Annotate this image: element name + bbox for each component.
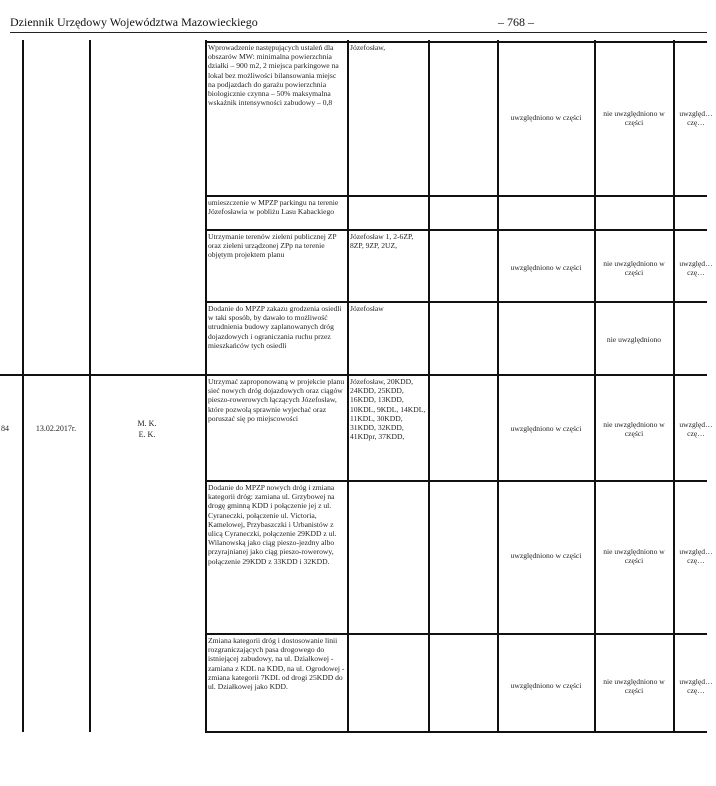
col-line-5 <box>428 40 430 732</box>
col-line-4 <box>347 40 349 732</box>
row-line-3 <box>205 301 707 303</box>
row-line-5 <box>205 480 707 482</box>
status-council: uwzględ… czę… <box>679 420 713 439</box>
record-line <box>0 374 707 376</box>
status-rejected: nie uwzględniono <box>606 335 662 344</box>
col-line-8 <box>673 40 675 732</box>
status-accepted: uwzględniono w części <box>510 551 582 560</box>
request-text: Zmiana kategorii dróg i dostosowanie linii rozgraniczających pasa drogowego do istniejącej zabudowy, na ul. Działkowej - zamiana z KDL na KDD, na ul. Ogrodowej - zmiana kategorii 7KDL od drogi 25KDD do ul. Działkowej jako KDD. <box>208 636 345 692</box>
request-text: Utrzymać zaproponowaną w projekcie planu sieć nowych dróg dojazdowych oraz ciągów pieszo-rowerowych łączących Józefosław, które pozwolą sprawnie wyjechać oraz poruszać się po miejscowości <box>208 377 345 423</box>
status-accepted: uwzględniono w części <box>510 681 582 690</box>
col-line-7 <box>594 40 596 732</box>
record-date: 13.02.2017r. <box>35 424 77 433</box>
status-council: uwzględ… czę… <box>679 547 713 566</box>
record-author-2: E. K. <box>138 430 156 439</box>
location-text: Józefosław, <box>350 43 386 52</box>
row-line-6 <box>205 633 707 635</box>
request-text: umieszczenie w MPZP parkingu na terenie Józefosławia w pobliżu Lasu Kabackiego <box>208 198 339 217</box>
col-line-3 <box>205 40 207 732</box>
status-council: uwzględ… czę… <box>679 109 713 128</box>
col-line-1 <box>22 40 24 732</box>
status-rejected: nie uwzględniono w części <box>603 420 665 439</box>
status-accepted: uwzględniono w części <box>510 113 582 122</box>
status-council: uwzględ… czę… <box>679 259 713 278</box>
status-rejected: nie uwzględniono w części <box>603 547 665 566</box>
request-text: Utrzymanie terenów zieleni publicznej ZP oraz zieleni urządzonej ZPp na terenie objętym projektem planu <box>208 232 337 260</box>
row-line-bottom <box>205 731 707 733</box>
status-rejected: nie uwzględniono w części <box>603 259 665 278</box>
row-line-1 <box>205 195 707 197</box>
col-line-6 <box>497 40 499 732</box>
request-text: Dodanie do MPZP nowych dróg i zmiana kategorii dróg: zamiana ul. Grzybowej na drogę gminną KDD i połączenie jej z ul. Cyraneczki, połączenie ul. Victoria, Kamelowej, Przybaszczki i Urbanistów z ulicą Cyraneczki, połączenie 29KDD z ul. Wilanowską jako ciąg pieszo-jezdny albo przyrajnianej jako ciąg pieszo-rowerowy, połączenie 29KDD z 33KDD i 32KDD. <box>208 483 337 566</box>
journal-title: Dziennik Urzędowy Województwa Mazowieckiego <box>10 15 258 29</box>
record-author-1: M. K. <box>137 419 157 428</box>
request-text: Wprowadzenie następujących ustaleń dla obszarów MW: minimalna powierzchnia działki – 900 m2, 2 miejsca parkingowe na lokal bez możliwości bilansowania miejsc na podjazdach do garażu powierzchnia biologicznie czynna – 50% maksymalna wskaźnik intensywności zabudowy – 0,8 <box>208 43 339 108</box>
location-text: Józefosław, 20KDD, 24KDD, 25KDD, 16KDD, 13KDD, 10KDL, 9KDL, 14KDL, 11KDL, 30KDD, 31KDD, 32KDD, 41KDpr, 37KDD, <box>350 377 426 442</box>
request-text: Dodanie do MPZP zakazu grodzenia osiedli w taki sposób, by dawało to możliwość utrudnienia budowy zaplanowanych dróg dojazdowych i ograniczania ruchu przez mieszkańców tych osiedli <box>208 304 342 350</box>
record-number: 84 <box>1 424 9 433</box>
status-accepted: uwzględniono w części <box>510 424 582 433</box>
location-text: Józefosław <box>350 304 384 313</box>
row-line-2 <box>205 229 707 231</box>
location-text: Józefosław 1, 2-6ZP, 8ZP, 9ZP, 2UZ, <box>350 232 414 251</box>
status-rejected: nie uwzględniono w części <box>603 109 665 128</box>
status-rejected: nie uwzględniono w części <box>603 677 665 696</box>
header-rule <box>10 32 707 33</box>
status-council: uwzględ… czę… <box>679 677 713 696</box>
col-line-2 <box>89 40 91 732</box>
status-accepted: uwzględniono w części <box>510 263 582 272</box>
page-number: – 768 – <box>498 15 534 29</box>
